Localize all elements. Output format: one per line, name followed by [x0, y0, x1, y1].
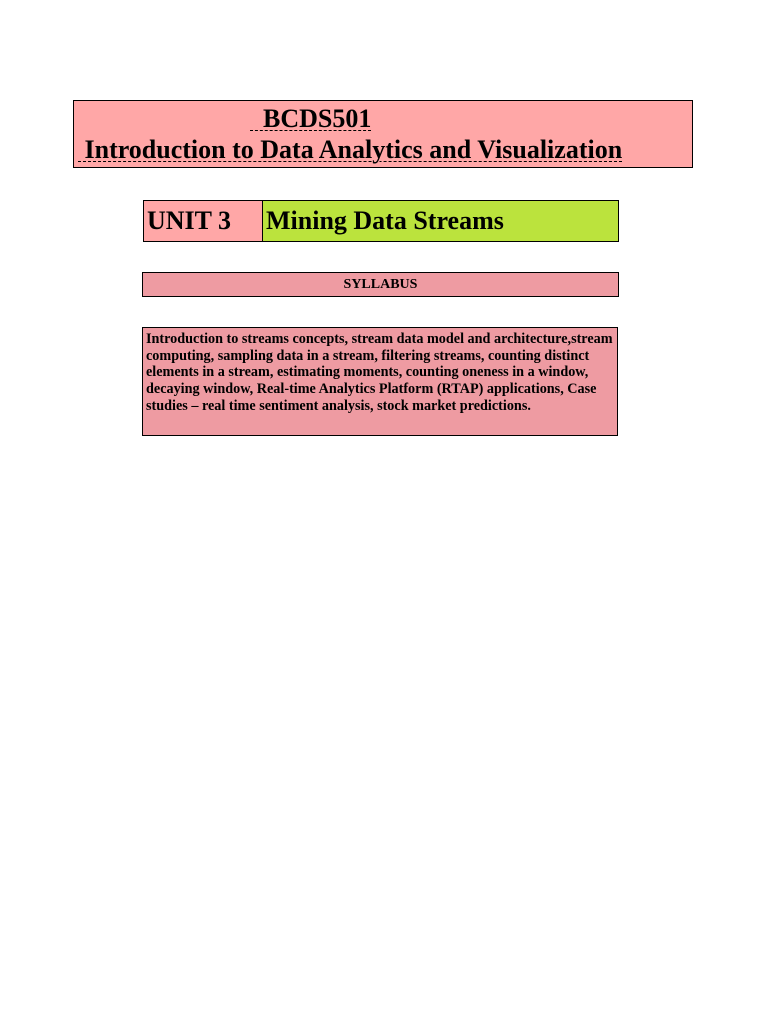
syllabus-content: Introduction to streams concepts, stream data model and architecture,stream computing, sampling data in a stream, filtering streams, counting distinct elements in a stream, estimating moments, counting oneness in a window, decaying window, Real-time Analytics Platform (RTAP) applications, Case studies – real time sentiment analysis, stock market predictions.	[142, 327, 618, 436]
syllabus-heading: SYLLABUS	[142, 272, 619, 297]
unit-row	[143, 200, 619, 242]
course-code: BCDS501	[250, 104, 372, 133]
course-title: Introduction to Data Analytics and Visualization	[78, 135, 623, 164]
unit-title: Mining Data Streams	[263, 201, 618, 241]
unit-label: UNIT 3	[144, 201, 263, 241]
course-title-box	[73, 100, 693, 168]
